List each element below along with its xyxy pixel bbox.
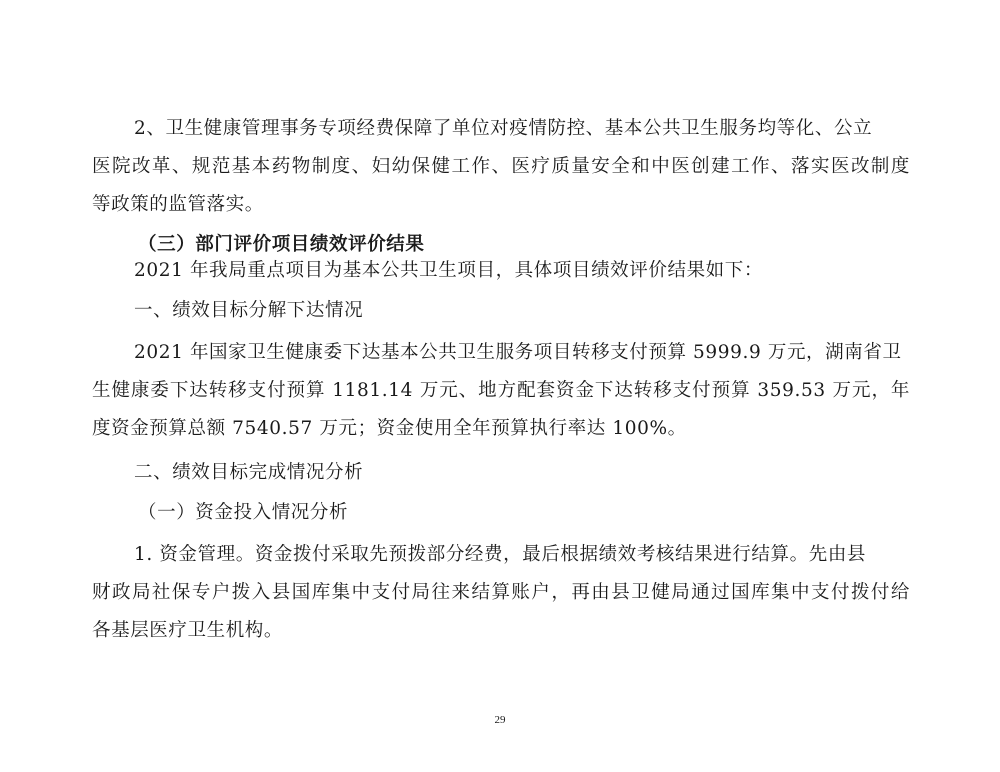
para-2-line-1: 2021 年国家卫生健康委下达基本公共卫生服务项目转移支付预算 5999.9 万元，湖南省卫 xyxy=(134,342,902,363)
para-2-line-2: 生健康委下达转移支付预算 1181.14 万元、地方配套资金下达转移支付预算 359.53 万元，年 xyxy=(92,380,910,401)
para-3-line-1: 1. 资金管理。资金拨付采取先预拨部分经费，最后根据绩效考核结果进行结算。先由县 xyxy=(134,544,867,565)
para-1-line-2: 医院改革、规范基本药物制度、妇幼保健工作、医疗质量安全和中医创建工作、落实医改制度 xyxy=(92,156,910,177)
section-heading-dept-eval: （三）部门评价项目绩效评价结果 xyxy=(138,234,425,255)
para-2-line-3: 度资金预算总额 7540.57 万元；资金使用全年预算执行率达 100%。 xyxy=(92,418,687,439)
section-1-title: 一、绩效目标分解下达情况 xyxy=(134,300,364,321)
para-3-line-2: 财政局社保专户拨入县国库集中支付局往来结算账户，再由县卫健局通过国库集中支付拨付给 xyxy=(92,582,910,603)
para-1-line-3: 等政策的监管落实。 xyxy=(92,194,264,215)
para-3-line-3: 各基层医疗卫生机构。 xyxy=(92,620,284,641)
para-1-line-1: 2、卫生健康管理事务专项经费保障了单位对疫情防控、基本公共卫生服务均等化、公立 xyxy=(134,118,873,139)
section-2-title: 二、绩效目标完成情况分析 xyxy=(134,462,364,483)
subsection-1-title: （一）资金投入情况分析 xyxy=(138,502,349,523)
page-number: 29 xyxy=(494,714,506,726)
intro-line: 2021 年我局重点项目为基本公共卫生项目，具体项目绩效评价结果如下： xyxy=(134,260,763,281)
